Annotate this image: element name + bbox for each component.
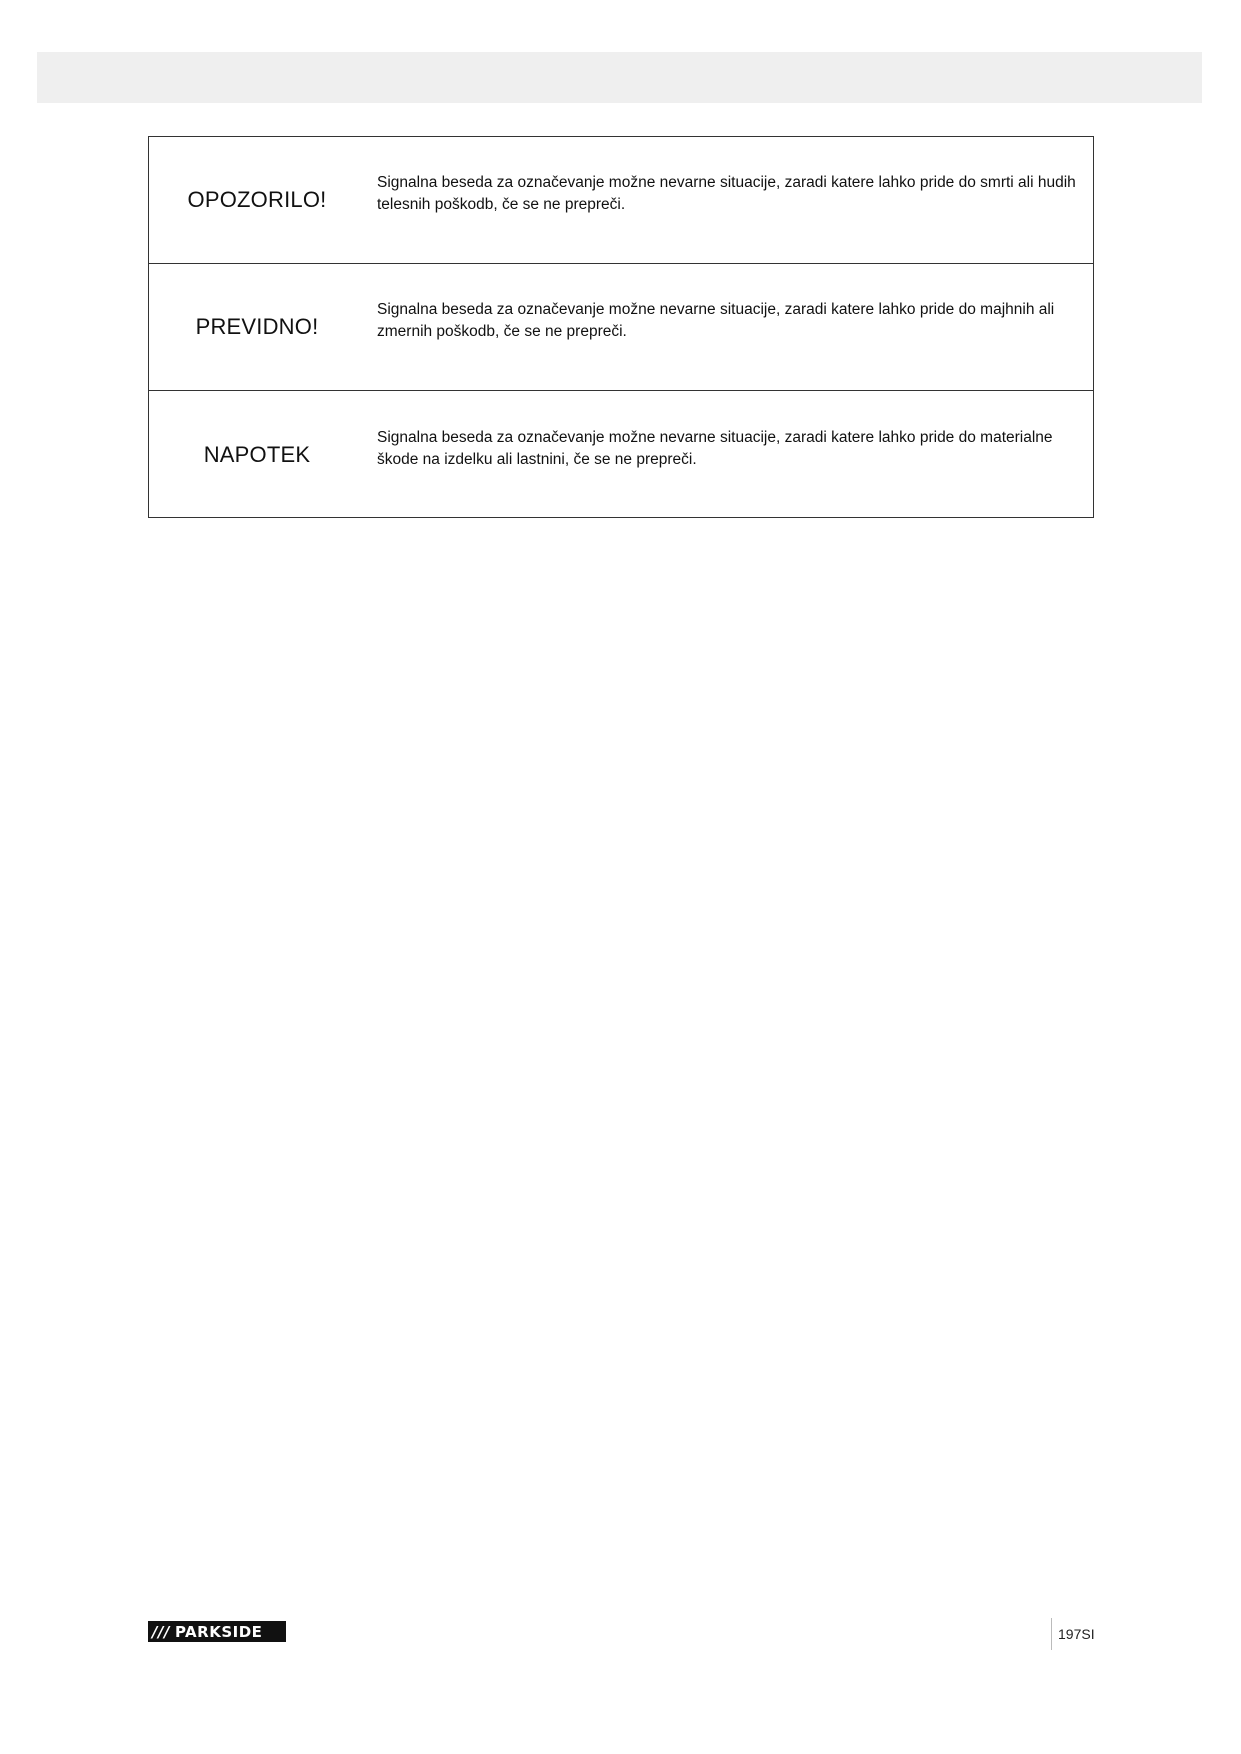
page-divider [1051,1618,1052,1650]
table-row [149,264,1093,391]
table-row [149,137,1093,264]
table-row [149,391,1093,518]
signal-description [377,391,1087,518]
logo-text: PARKSIDE [174,1622,263,1641]
signal-word-table [148,136,1094,518]
signal-description [377,137,1087,263]
signal-word-notice: NAPOTEK [203,441,311,467]
page-number: 197SI [1058,1626,1095,1642]
signal-description-text: Signalna beseda za označevanje možne nevarne situacije, zaradi katere lahko pride do materialne škode na izdelku ali lastnini, če se ne prepreči. [377,428,1053,468]
signal-word-warning: OPOZORILO! [187,187,327,212]
parkside-logo [148,1621,286,1642]
signal-description-text: Signalna beseda za označevanje možne nevarne situacije, zaradi katere lahko pride do smrti ali hudih telesnih poškodb, če se ne prepreči. [377,174,1076,213]
signal-word-caution: PREVIDNO! [195,314,319,339]
logo-slashes-icon: /// [152,1622,170,1641]
header-band [37,52,1202,103]
signal-description-text: Signalna beseda za označevanje možne nevarne situacije, zaradi katere lahko pride do majhnih ali zmernih poškodb, če se ne prepreči. [377,301,1055,340]
signal-description [377,264,1087,390]
